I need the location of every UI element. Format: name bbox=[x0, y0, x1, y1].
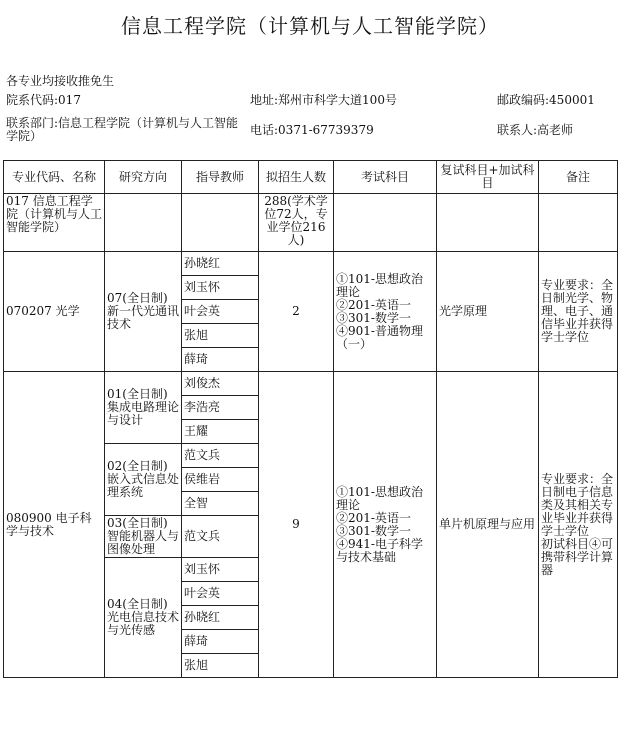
teacher-name: 叶会英 bbox=[182, 300, 259, 324]
teacher-name: 薛琦 bbox=[182, 630, 259, 654]
address: 地址:郑州市科学大道100号 bbox=[250, 93, 397, 107]
major-name: 080900 电子科学与技术 bbox=[4, 372, 105, 678]
remark: 专业要求：全日制光学、物理、电子、通信毕业并获得学士学位 bbox=[539, 252, 618, 372]
teacher-name: 孙晓红 bbox=[182, 606, 259, 630]
teacher-name: 张旭 bbox=[182, 654, 259, 678]
college-row bbox=[4, 194, 618, 252]
research-direction: 01(全日制)集成电路理论与设计 bbox=[105, 372, 182, 444]
research-direction: 04(全日制)光电信息技术与光传感 bbox=[105, 558, 182, 678]
phone: 电话:0371-67739379 bbox=[250, 123, 374, 137]
college-quota: 288(学术学位72人，专业学位216人) bbox=[259, 194, 334, 252]
teacher-name: 范文兵 bbox=[182, 444, 259, 468]
contact-person: 联系人:高老师 bbox=[497, 123, 574, 137]
header-teacher: 指导教师 bbox=[182, 161, 259, 194]
teacher-name: 刘玉怀 bbox=[182, 276, 259, 300]
teacher-name: 叶会英 bbox=[182, 582, 259, 606]
exam-subjects: ①101-思想政治理论 ②201-英语一 ③301-数学一 ④901-普通物理（一） bbox=[334, 252, 437, 372]
header-exams: 考试科目 bbox=[334, 161, 437, 194]
teacher-name: 全智 bbox=[182, 492, 259, 516]
teacher-name: 刘俊杰 bbox=[182, 372, 259, 396]
header-direction: 研究方向 bbox=[105, 161, 182, 194]
header-remark: 备注 bbox=[539, 161, 618, 194]
table-header-row bbox=[4, 161, 618, 194]
research-direction: 07(全日制)新一代光通讯技术 bbox=[105, 252, 182, 372]
table-row bbox=[4, 372, 618, 396]
admissions-table bbox=[3, 160, 618, 678]
teacher-name: 张旭 bbox=[182, 324, 259, 348]
dept-code: 院系代码:017 bbox=[6, 93, 81, 107]
header-retest: 复试科目+加试科目 bbox=[437, 161, 539, 194]
retest-subjects: 单片机原理与应用 bbox=[437, 372, 539, 678]
teacher-name: 孙晓红 bbox=[182, 252, 259, 276]
teacher-name: 侯维岩 bbox=[182, 468, 259, 492]
exam-subjects: ①101-思想政治理论 ②201-英语一 ③301-数学一 ④941-电子科学与技术基础 bbox=[334, 372, 437, 678]
teacher-name: 李浩亮 bbox=[182, 396, 259, 420]
remark: 专业要求：全日制电子信息类及其相关专业毕业并获得学士学位 初试科目④可携带科学计算器 bbox=[539, 372, 618, 678]
retest-subjects: 光学原理 bbox=[437, 252, 539, 372]
teacher-name: 王耀 bbox=[182, 420, 259, 444]
major-quota: 2 bbox=[259, 252, 334, 372]
postcode: 邮政编码:450001 bbox=[497, 93, 595, 107]
college-name: 017 信息工程学院（计算机与人工智能学院） bbox=[4, 194, 105, 252]
teacher-name: 范文兵 bbox=[182, 516, 259, 558]
table-row bbox=[4, 252, 618, 276]
research-direction: 02(全日制)嵌入式信息处理系统 bbox=[105, 444, 182, 516]
recommendation-note: 各专业均接收推免生 bbox=[6, 74, 115, 88]
teacher-name: 刘玉怀 bbox=[182, 558, 259, 582]
research-direction: 03(全日制)智能机器人与图像处理 bbox=[105, 516, 182, 558]
major-name: 070207 光学 bbox=[4, 252, 105, 372]
header-quota: 拟招生人数 bbox=[259, 161, 334, 194]
major-quota: 9 bbox=[259, 372, 334, 678]
header-major: 专业代码、名称 bbox=[4, 161, 105, 194]
page-title: 信息工程学院（计算机与人工智能学院） bbox=[121, 14, 499, 38]
contact-dept: 联系部门:信息工程学院（计算机与人工智能学院） bbox=[6, 116, 239, 143]
teacher-name: 薛琦 bbox=[182, 348, 259, 372]
